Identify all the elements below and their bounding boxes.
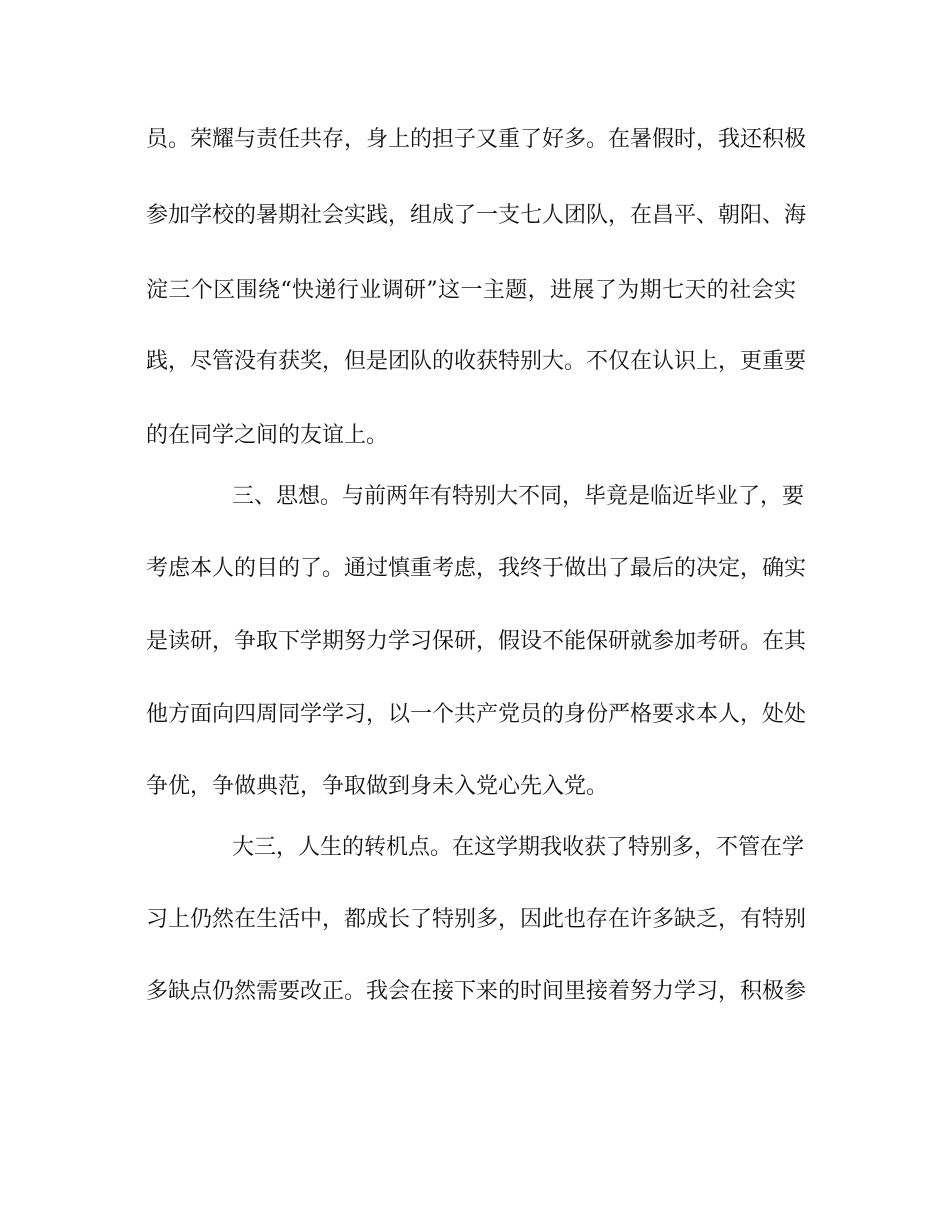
text-line: 员。荣耀与责任共存，身上的担子又重了好多。在暑假时，我还积极 <box>146 127 807 152</box>
paragraph-start-line: 三、思想。与前两年有特别大不同，毕竟是临近毕业了，要 <box>232 484 805 509</box>
text-line: 参加学校的暑期社会实践，组成了一支七人团队，在昌平、朝阳、海 <box>146 203 807 228</box>
text-line: 考虑本人的目的了。通过慎重考虑，我终于做出了最后的决定，确实 <box>146 556 807 581</box>
text-line: 习上仍然在生活中，都成长了特别多，因此也存在许多缺乏，有特别 <box>146 907 807 932</box>
text-line: 淀三个区围绕“快递行业调研”这一主题，进展了为期七天的社会实 <box>146 278 796 303</box>
text-line: 多缺点仍然需要改正。我会在接下来的时间里接着努力学习，积极参 <box>146 979 807 1004</box>
text-line: 争优，争做典范，争取做到身未入党心先入党。 <box>146 774 609 799</box>
text-line: 是读研，争取下学期努力学习保研，假设不能保研就参加考研。在其 <box>146 629 807 654</box>
text-line: 他方面向四周同学学习，以一个共产党员的身份严格要求本人，处处 <box>146 702 807 727</box>
text-line: 的在同学之间的友谊上。 <box>146 423 389 448</box>
paragraph-start-line: 大三，人生的转机点。在这学期我收获了特别多，不管在学 <box>232 835 805 860</box>
text-line: 践，尽管没有获奖，但是团队的收获特别大。不仅在认识上，更重要 <box>146 349 807 374</box>
